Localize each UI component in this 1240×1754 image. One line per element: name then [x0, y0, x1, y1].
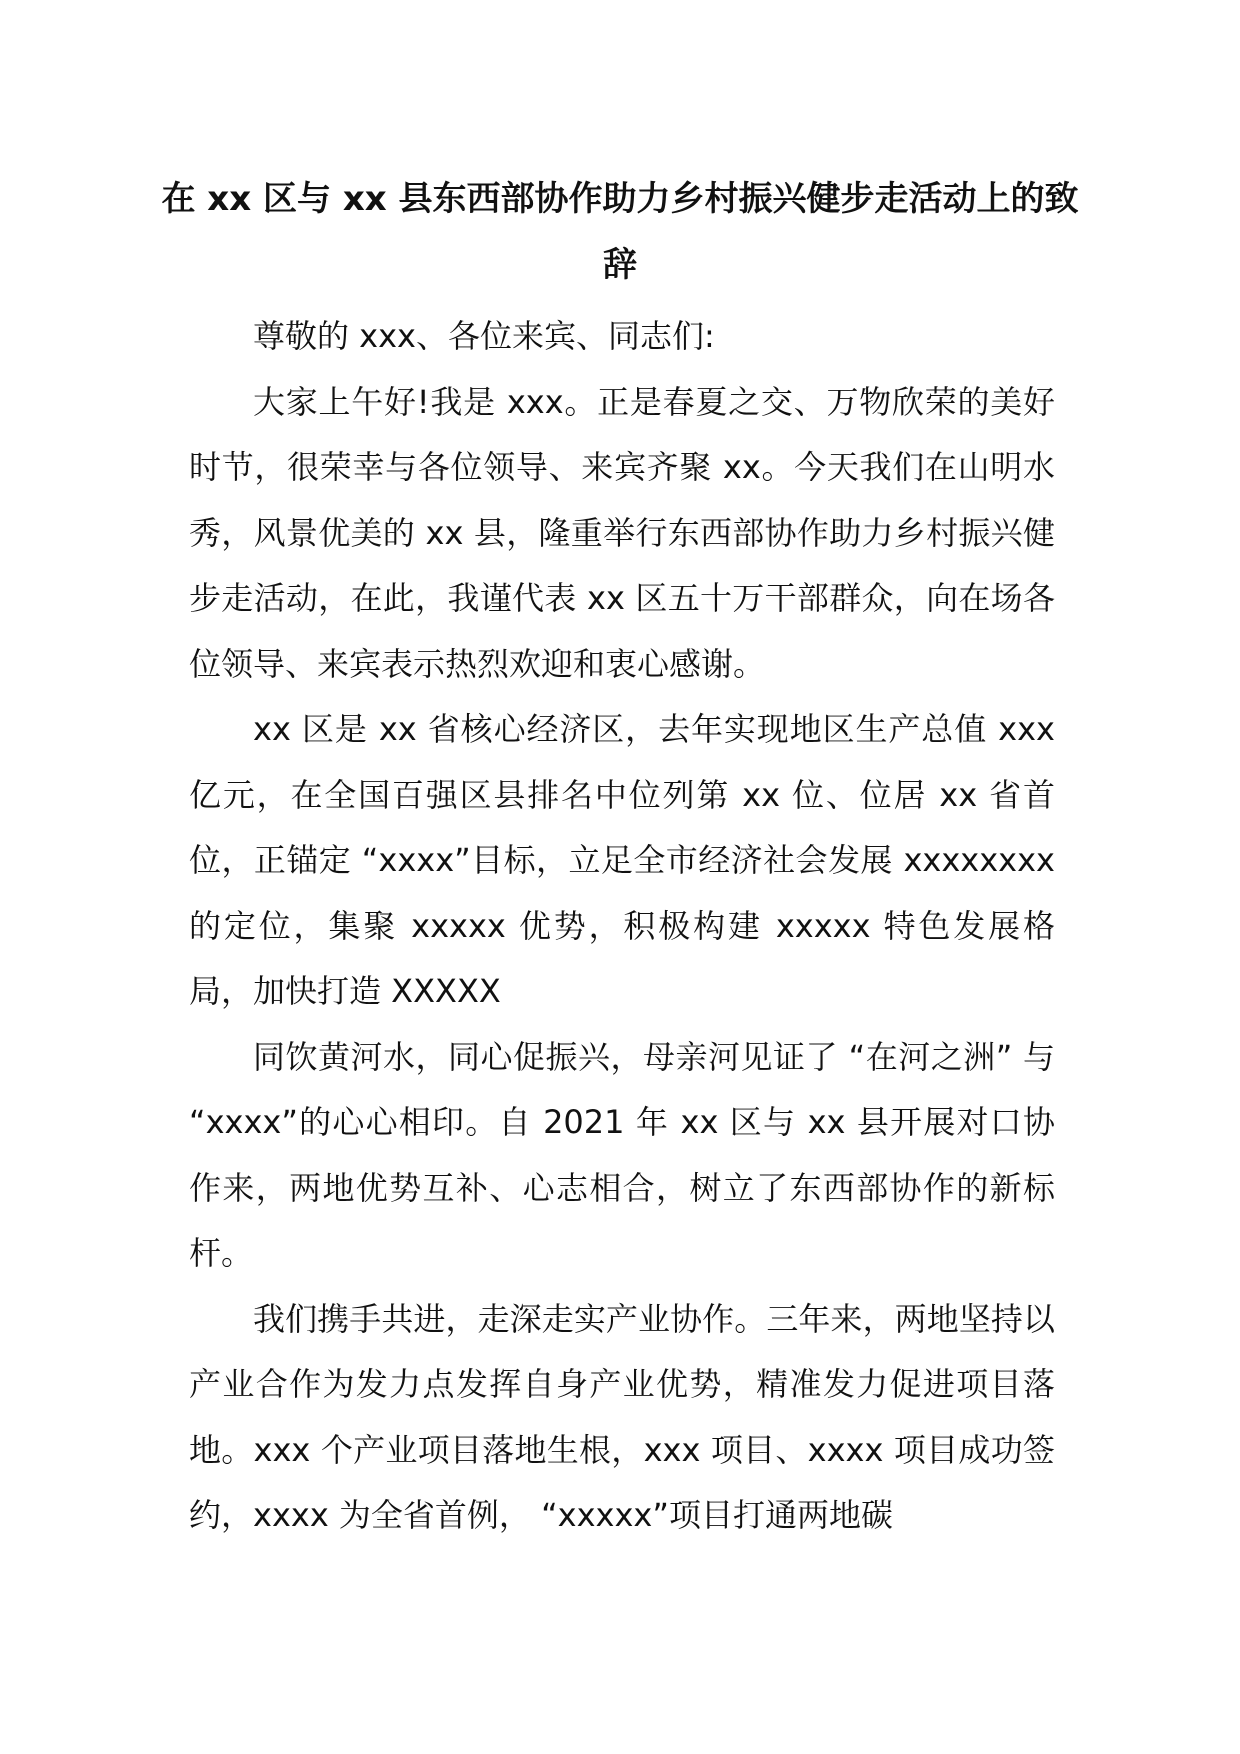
- paragraph-industry: 我们携手共进，走深走实产业协作。三年来，两地坚持以产业合作为发力点发挥自身产业优势，精准发力促进项目落地。xxx 个产业项目落地生根，xxx 项目、xxxx 项目成功签约，xxxx 为全省首例， “xxxxx”项目打通两地碳: [189, 1299, 1055, 1534]
- document-body: [189, 304, 1055, 1549]
- document-title: 在 xx 区与 xx 县东西部协作助力乡村振兴健步走活动上的致辞: [161, 179, 1079, 285]
- paragraph-cooperation: 同饮黄河水，同心促振兴，母亲河见证了 “在河之洲” 与 “xxxx”的心心相印。自 2021 年 xx 区与 xx 县开展对口协作来，两地优势互补、心志相合，树立了东西部协作的新标杆。: [189, 1037, 1055, 1272]
- paragraph-salutation: 尊敬的 xxx、各位来宾、同志们:: [253, 317, 715, 355]
- paragraph-greeting: 大家上午好!我是 xxx。正是春夏之交、万物欣荣的美好时节，很荣幸与各位领导、来宾齐聚 xx。今天我们在山明水秀，风景优美的 xx 县，隆重举行东西部协作助力乡村振兴健步走活动，在此，我谨代表 xx 区五十万干部群众，向在场各位领导、来宾表示热烈欢迎和衷心感谢。: [189, 382, 1055, 683]
- paragraph-district-intro: xx 区是 xx 省核心经济区，去年实现地区生产总值 xxx 亿元，在全国百强区县排名中位列第 xx 位、位居 xx 省首位，正锚定 “xxxx”目标，立足全市经济社会发展 xxxxxxxx 的定位，集聚 xxxxx 优势，积极构建 xxxxx 特色发展格局，加快打造 XXXXX: [189, 710, 1055, 1010]
